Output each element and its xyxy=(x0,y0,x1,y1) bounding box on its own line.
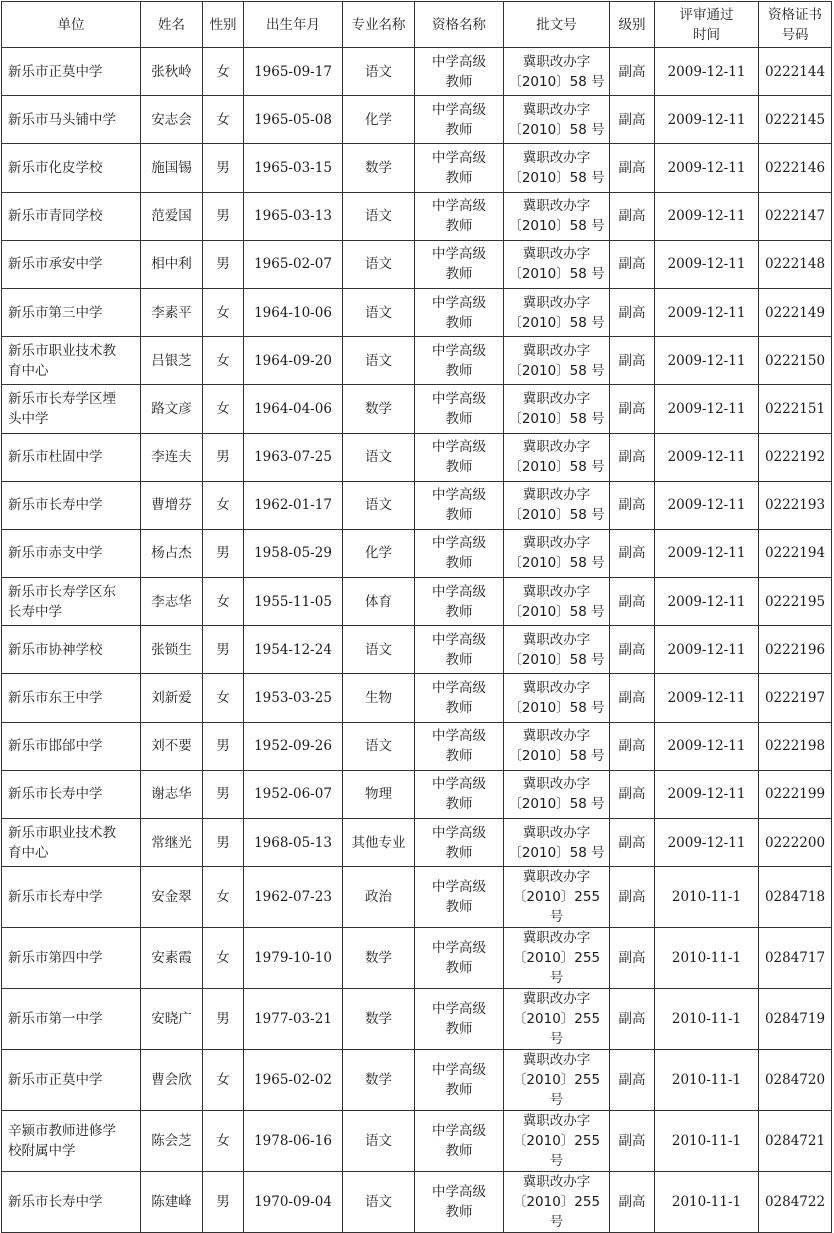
header-row xyxy=(2,2,832,48)
cell-certificate-number: 0222145 xyxy=(759,96,832,144)
cell-document-number: 冀职改办字 〔2010〕58 号 xyxy=(504,819,610,867)
cell-qualification: 中学高级 教师 xyxy=(415,578,504,626)
table-row xyxy=(2,144,832,192)
cell-qualification: 中学高级 教师 xyxy=(415,819,504,867)
cell-level: 副高 xyxy=(610,928,655,989)
cell-review-date: 2009-12-11 xyxy=(655,722,759,770)
cell-level: 副高 xyxy=(610,144,655,192)
cell-level: 副高 xyxy=(610,989,655,1050)
table-row xyxy=(2,674,832,722)
table-row xyxy=(2,96,832,144)
cell-qualification: 中学高级 教师 xyxy=(415,192,504,240)
table-row xyxy=(2,48,832,96)
cell-level: 副高 xyxy=(610,770,655,818)
cell-unit: 新乐市青同学校 xyxy=(2,192,141,240)
cell-major: 生物 xyxy=(343,674,415,722)
table-row xyxy=(2,1172,832,1233)
cell-name: 相中利 xyxy=(141,240,203,288)
cell-gender: 男 xyxy=(203,770,244,818)
cell-certificate-number: 0284719 xyxy=(759,989,832,1050)
header-level: 级别 xyxy=(610,2,655,48)
cell-level: 副高 xyxy=(610,819,655,867)
cell-name: 杨占杰 xyxy=(141,529,203,577)
cell-unit: 新乐市长寿学区堙 头中学 xyxy=(2,385,141,433)
table-row xyxy=(2,722,832,770)
cell-review-date: 2010-11-1 xyxy=(655,867,759,928)
cell-unit: 新乐市正莫中学 xyxy=(2,48,141,96)
cell-review-date: 2009-12-11 xyxy=(655,578,759,626)
cell-review-date: 2010-11-1 xyxy=(655,1172,759,1233)
cell-document-number: 冀职改办字 〔2010〕255 号 xyxy=(504,867,610,928)
cell-birth-date: 1965-03-13 xyxy=(244,192,343,240)
cell-name: 曹增芬 xyxy=(141,481,203,529)
cell-gender: 女 xyxy=(203,337,244,385)
cell-level: 副高 xyxy=(610,240,655,288)
cell-review-date: 2009-12-11 xyxy=(655,770,759,818)
teacher-qualification-table xyxy=(1,1,832,1233)
cell-name: 路文彦 xyxy=(141,385,203,433)
cell-name: 李志华 xyxy=(141,578,203,626)
cell-certificate-number: 0222193 xyxy=(759,481,832,529)
cell-gender: 女 xyxy=(203,1050,244,1111)
cell-birth-date: 1962-01-17 xyxy=(244,481,343,529)
cell-name: 谢志华 xyxy=(141,770,203,818)
cell-level: 副高 xyxy=(610,722,655,770)
cell-birth-date: 1968-05-13 xyxy=(244,819,343,867)
cell-review-date: 2009-12-11 xyxy=(655,433,759,481)
cell-qualification: 中学高级 教师 xyxy=(415,433,504,481)
cell-unit: 新乐市协神学校 xyxy=(2,626,141,674)
cell-certificate-number: 0284720 xyxy=(759,1050,832,1111)
cell-gender: 男 xyxy=(203,240,244,288)
cell-document-number: 冀职改办字 〔2010〕58 号 xyxy=(504,192,610,240)
cell-gender: 男 xyxy=(203,433,244,481)
cell-name: 刘新爱 xyxy=(141,674,203,722)
table-row xyxy=(2,867,832,928)
cell-document-number: 冀职改办字 〔2010〕58 号 xyxy=(504,529,610,577)
cell-birth-date: 1979-10-10 xyxy=(244,928,343,989)
cell-review-date: 2010-11-1 xyxy=(655,928,759,989)
cell-certificate-number: 0222146 xyxy=(759,144,832,192)
cell-document-number: 冀职改办字 〔2010〕58 号 xyxy=(504,722,610,770)
cell-unit: 新乐市第三中学 xyxy=(2,288,141,336)
cell-birth-date: 1964-10-06 xyxy=(244,288,343,336)
header-major: 专业名称 xyxy=(343,2,415,48)
cell-document-number: 冀职改办字 〔2010〕58 号 xyxy=(504,481,610,529)
table-row xyxy=(2,192,832,240)
cell-document-number: 冀职改办字 〔2010〕58 号 xyxy=(504,626,610,674)
cell-unit: 新乐市东王中学 xyxy=(2,674,141,722)
table-row xyxy=(2,1050,832,1111)
cell-major: 语文 xyxy=(343,1111,415,1172)
cell-qualification: 中学高级 教师 xyxy=(415,288,504,336)
cell-birth-date: 1978-06-16 xyxy=(244,1111,343,1172)
cell-gender: 女 xyxy=(203,674,244,722)
cell-name: 安志会 xyxy=(141,96,203,144)
cell-major: 数学 xyxy=(343,385,415,433)
cell-gender: 男 xyxy=(203,144,244,192)
cell-major: 语文 xyxy=(343,288,415,336)
header-certificate-number: 资格证书 号码 xyxy=(759,2,832,48)
table-row xyxy=(2,481,832,529)
cell-level: 副高 xyxy=(610,481,655,529)
cell-document-number: 冀职改办字 〔2010〕58 号 xyxy=(504,770,610,818)
cell-gender: 女 xyxy=(203,96,244,144)
table-row xyxy=(2,288,832,336)
cell-birth-date: 1952-06-07 xyxy=(244,770,343,818)
cell-name: 李素平 xyxy=(141,288,203,336)
cell-name: 曹会欣 xyxy=(141,1050,203,1111)
cell-name: 吕银芝 xyxy=(141,337,203,385)
cell-document-number: 冀职改办字 〔2010〕58 号 xyxy=(504,433,610,481)
cell-qualification: 中学高级 教师 xyxy=(415,867,504,928)
table-row xyxy=(2,770,832,818)
cell-birth-date: 1965-09-17 xyxy=(244,48,343,96)
cell-gender: 女 xyxy=(203,1111,244,1172)
cell-major: 语文 xyxy=(343,337,415,385)
cell-level: 副高 xyxy=(610,529,655,577)
cell-birth-date: 1954-12-24 xyxy=(244,626,343,674)
cell-document-number: 冀职改办字 〔2010〕58 号 xyxy=(504,240,610,288)
cell-review-date: 2009-12-11 xyxy=(655,288,759,336)
cell-qualification: 中学高级 教师 xyxy=(415,144,504,192)
cell-level: 副高 xyxy=(610,578,655,626)
cell-unit: 新乐市职业技术教 育中心 xyxy=(2,337,141,385)
cell-review-date: 2009-12-11 xyxy=(655,819,759,867)
cell-gender: 男 xyxy=(203,819,244,867)
cell-qualification: 中学高级 教师 xyxy=(415,1172,504,1233)
cell-unit: 辛颍市教师进修学 校附属中学 xyxy=(2,1111,141,1172)
table-row xyxy=(2,819,832,867)
cell-level: 副高 xyxy=(610,1172,655,1233)
cell-major: 其他专业 xyxy=(343,819,415,867)
cell-gender: 男 xyxy=(203,192,244,240)
cell-level: 副高 xyxy=(610,385,655,433)
cell-certificate-number: 0222144 xyxy=(759,48,832,96)
cell-review-date: 2009-12-11 xyxy=(655,481,759,529)
cell-review-date: 2009-12-11 xyxy=(655,674,759,722)
cell-document-number: 冀职改办字 〔2010〕58 号 xyxy=(504,674,610,722)
cell-level: 副高 xyxy=(610,867,655,928)
cell-gender: 男 xyxy=(203,529,244,577)
cell-gender: 女 xyxy=(203,928,244,989)
table-row xyxy=(2,928,832,989)
cell-major: 体育 xyxy=(343,578,415,626)
header-document-number: 批文号 xyxy=(504,2,610,48)
cell-major: 数学 xyxy=(343,144,415,192)
cell-certificate-number: 0222199 xyxy=(759,770,832,818)
cell-name: 张秋岭 xyxy=(141,48,203,96)
cell-qualification: 中学高级 教师 xyxy=(415,989,504,1050)
cell-unit: 新乐市长寿中学 xyxy=(2,867,141,928)
header-birth: 出生年月 xyxy=(244,2,343,48)
cell-unit: 新乐市马头铺中学 xyxy=(2,96,141,144)
cell-document-number: 冀职改办字 〔2010〕255 号 xyxy=(504,1172,610,1233)
cell-document-number: 冀职改办字 〔2010〕255 号 xyxy=(504,1050,610,1111)
cell-gender: 女 xyxy=(203,578,244,626)
cell-certificate-number: 0222195 xyxy=(759,578,832,626)
cell-certificate-number: 0222149 xyxy=(759,288,832,336)
cell-qualification: 中学高级 教师 xyxy=(415,240,504,288)
cell-qualification: 中学高级 教师 xyxy=(415,626,504,674)
header-unit: 单位 xyxy=(2,2,141,48)
cell-name: 施国锡 xyxy=(141,144,203,192)
cell-review-date: 2009-12-11 xyxy=(655,144,759,192)
cell-major: 物理 xyxy=(343,770,415,818)
cell-qualification: 中学高级 教师 xyxy=(415,674,504,722)
cell-name: 安素霞 xyxy=(141,928,203,989)
cell-name: 陈会芝 xyxy=(141,1111,203,1172)
cell-unit: 新乐市长寿中学 xyxy=(2,481,141,529)
cell-major: 化学 xyxy=(343,529,415,577)
cell-gender: 男 xyxy=(203,989,244,1050)
cell-birth-date: 1952-09-26 xyxy=(244,722,343,770)
cell-level: 副高 xyxy=(610,96,655,144)
cell-unit: 新乐市承安中学 xyxy=(2,240,141,288)
table-row xyxy=(2,240,832,288)
cell-level: 副高 xyxy=(610,1050,655,1111)
cell-gender: 女 xyxy=(203,48,244,96)
cell-unit: 新乐市邯邰中学 xyxy=(2,722,141,770)
header-name: 姓名 xyxy=(141,2,203,48)
cell-certificate-number: 0222148 xyxy=(759,240,832,288)
cell-major: 语文 xyxy=(343,48,415,96)
cell-gender: 男 xyxy=(203,1172,244,1233)
cell-certificate-number: 0222147 xyxy=(759,192,832,240)
cell-birth-date: 1970-09-04 xyxy=(244,1172,343,1233)
cell-birth-date: 1962-07-23 xyxy=(244,867,343,928)
cell-review-date: 2009-12-11 xyxy=(655,96,759,144)
cell-name: 李连夫 xyxy=(141,433,203,481)
cell-review-date: 2009-12-11 xyxy=(655,192,759,240)
cell-name: 陈建峰 xyxy=(141,1172,203,1233)
header-gender: 性别 xyxy=(203,2,244,48)
cell-certificate-number: 0284722 xyxy=(759,1172,832,1233)
cell-major: 政治 xyxy=(343,867,415,928)
cell-major: 语文 xyxy=(343,433,415,481)
cell-unit: 新乐市杜固中学 xyxy=(2,433,141,481)
cell-level: 副高 xyxy=(610,48,655,96)
cell-level: 副高 xyxy=(610,337,655,385)
header-qualification: 资格名称 xyxy=(415,2,504,48)
header-review-date: 评审通过 时间 xyxy=(655,2,759,48)
cell-review-date: 2009-12-11 xyxy=(655,337,759,385)
cell-unit: 新乐市第四中学 xyxy=(2,928,141,989)
cell-major: 化学 xyxy=(343,96,415,144)
cell-certificate-number: 0222194 xyxy=(759,529,832,577)
cell-major: 语文 xyxy=(343,722,415,770)
cell-gender: 女 xyxy=(203,867,244,928)
cell-major: 数学 xyxy=(343,989,415,1050)
cell-birth-date: 1964-09-20 xyxy=(244,337,343,385)
cell-unit: 新乐市第一中学 xyxy=(2,989,141,1050)
cell-certificate-number: 0222151 xyxy=(759,385,832,433)
cell-qualification: 中学高级 教师 xyxy=(415,96,504,144)
cell-certificate-number: 0284721 xyxy=(759,1111,832,1172)
cell-unit: 新乐市化皮学校 xyxy=(2,144,141,192)
table-row xyxy=(2,337,832,385)
cell-birth-date: 1965-02-02 xyxy=(244,1050,343,1111)
cell-qualification: 中学高级 教师 xyxy=(415,481,504,529)
cell-qualification: 中学高级 教师 xyxy=(415,48,504,96)
cell-major: 语文 xyxy=(343,626,415,674)
cell-review-date: 2009-12-11 xyxy=(655,48,759,96)
cell-qualification: 中学高级 教师 xyxy=(415,928,504,989)
cell-certificate-number: 0222150 xyxy=(759,337,832,385)
cell-name: 范爱国 xyxy=(141,192,203,240)
table-row xyxy=(2,433,832,481)
cell-document-number: 冀职改办字 〔2010〕255 号 xyxy=(504,928,610,989)
cell-unit: 新乐市赤支中学 xyxy=(2,529,141,577)
cell-certificate-number: 0222192 xyxy=(759,433,832,481)
cell-gender: 女 xyxy=(203,288,244,336)
cell-major: 数学 xyxy=(343,928,415,989)
table-row xyxy=(2,626,832,674)
cell-review-date: 2010-11-1 xyxy=(655,1050,759,1111)
cell-review-date: 2009-12-11 xyxy=(655,626,759,674)
cell-level: 副高 xyxy=(610,674,655,722)
cell-certificate-number: 0284717 xyxy=(759,928,832,989)
cell-level: 副高 xyxy=(610,433,655,481)
cell-birth-date: 1965-05-08 xyxy=(244,96,343,144)
cell-certificate-number: 0222200 xyxy=(759,819,832,867)
cell-document-number: 冀职改办字 〔2010〕255 号 xyxy=(504,1111,610,1172)
cell-level: 副高 xyxy=(610,1111,655,1172)
cell-review-date: 2009-12-11 xyxy=(655,385,759,433)
cell-document-number: 冀职改办字 〔2010〕58 号 xyxy=(504,96,610,144)
cell-name: 常继光 xyxy=(141,819,203,867)
cell-qualification: 中学高级 教师 xyxy=(415,770,504,818)
cell-birth-date: 1963-07-25 xyxy=(244,433,343,481)
cell-unit: 新乐市长寿学区东 长寿中学 xyxy=(2,578,141,626)
cell-unit: 新乐市职业技术教 育中心 xyxy=(2,819,141,867)
cell-birth-date: 1953-03-25 xyxy=(244,674,343,722)
cell-birth-date: 1977-03-21 xyxy=(244,989,343,1050)
cell-major: 语文 xyxy=(343,240,415,288)
cell-major: 语文 xyxy=(343,1172,415,1233)
table-row xyxy=(2,989,832,1050)
cell-major: 语文 xyxy=(343,192,415,240)
cell-gender: 男 xyxy=(203,722,244,770)
cell-qualification: 中学高级 教师 xyxy=(415,337,504,385)
table-row xyxy=(2,529,832,577)
cell-birth-date: 1955-11-05 xyxy=(244,578,343,626)
cell-name: 安晓广 xyxy=(141,989,203,1050)
cell-qualification: 中学高级 教师 xyxy=(415,385,504,433)
cell-document-number: 冀职改办字 〔2010〕255 号 xyxy=(504,989,610,1050)
cell-level: 副高 xyxy=(610,288,655,336)
cell-document-number: 冀职改办字 〔2010〕58 号 xyxy=(504,288,610,336)
cell-qualification: 中学高级 教师 xyxy=(415,529,504,577)
table-row xyxy=(2,1111,832,1172)
cell-qualification: 中学高级 教师 xyxy=(415,1050,504,1111)
cell-major: 数学 xyxy=(343,1050,415,1111)
cell-unit: 新乐市正莫中学 xyxy=(2,1050,141,1111)
cell-document-number: 冀职改办字 〔2010〕58 号 xyxy=(504,48,610,96)
cell-birth-date: 1965-03-15 xyxy=(244,144,343,192)
cell-gender: 女 xyxy=(203,385,244,433)
cell-gender: 男 xyxy=(203,626,244,674)
cell-name: 刘不要 xyxy=(141,722,203,770)
cell-gender: 女 xyxy=(203,481,244,529)
cell-major: 语文 xyxy=(343,481,415,529)
cell-certificate-number: 0222198 xyxy=(759,722,832,770)
table-body xyxy=(2,48,832,1233)
cell-birth-date: 1964-04-06 xyxy=(244,385,343,433)
cell-document-number: 冀职改办字 〔2010〕58 号 xyxy=(504,337,610,385)
cell-level: 副高 xyxy=(610,626,655,674)
cell-birth-date: 1958-05-29 xyxy=(244,529,343,577)
cell-certificate-number: 0222196 xyxy=(759,626,832,674)
cell-unit: 新乐市长寿中学 xyxy=(2,770,141,818)
cell-qualification: 中学高级 教师 xyxy=(415,1111,504,1172)
cell-review-date: 2010-11-1 xyxy=(655,1111,759,1172)
cell-certificate-number: 0284718 xyxy=(759,867,832,928)
table-row xyxy=(2,578,832,626)
table-row xyxy=(2,385,832,433)
cell-document-number: 冀职改办字 〔2010〕58 号 xyxy=(504,385,610,433)
cell-birth-date: 1965-02-07 xyxy=(244,240,343,288)
cell-qualification: 中学高级 教师 xyxy=(415,722,504,770)
cell-document-number: 冀职改办字 〔2010〕58 号 xyxy=(504,144,610,192)
cell-level: 副高 xyxy=(610,192,655,240)
cell-name: 安金翠 xyxy=(141,867,203,928)
cell-review-date: 2010-11-1 xyxy=(655,989,759,1050)
cell-review-date: 2009-12-11 xyxy=(655,529,759,577)
cell-unit: 新乐市长寿中学 xyxy=(2,1172,141,1233)
cell-review-date: 2009-12-11 xyxy=(655,240,759,288)
cell-certificate-number: 0222197 xyxy=(759,674,832,722)
cell-name: 张锁生 xyxy=(141,626,203,674)
cell-document-number: 冀职改办字 〔2010〕58 号 xyxy=(504,578,610,626)
